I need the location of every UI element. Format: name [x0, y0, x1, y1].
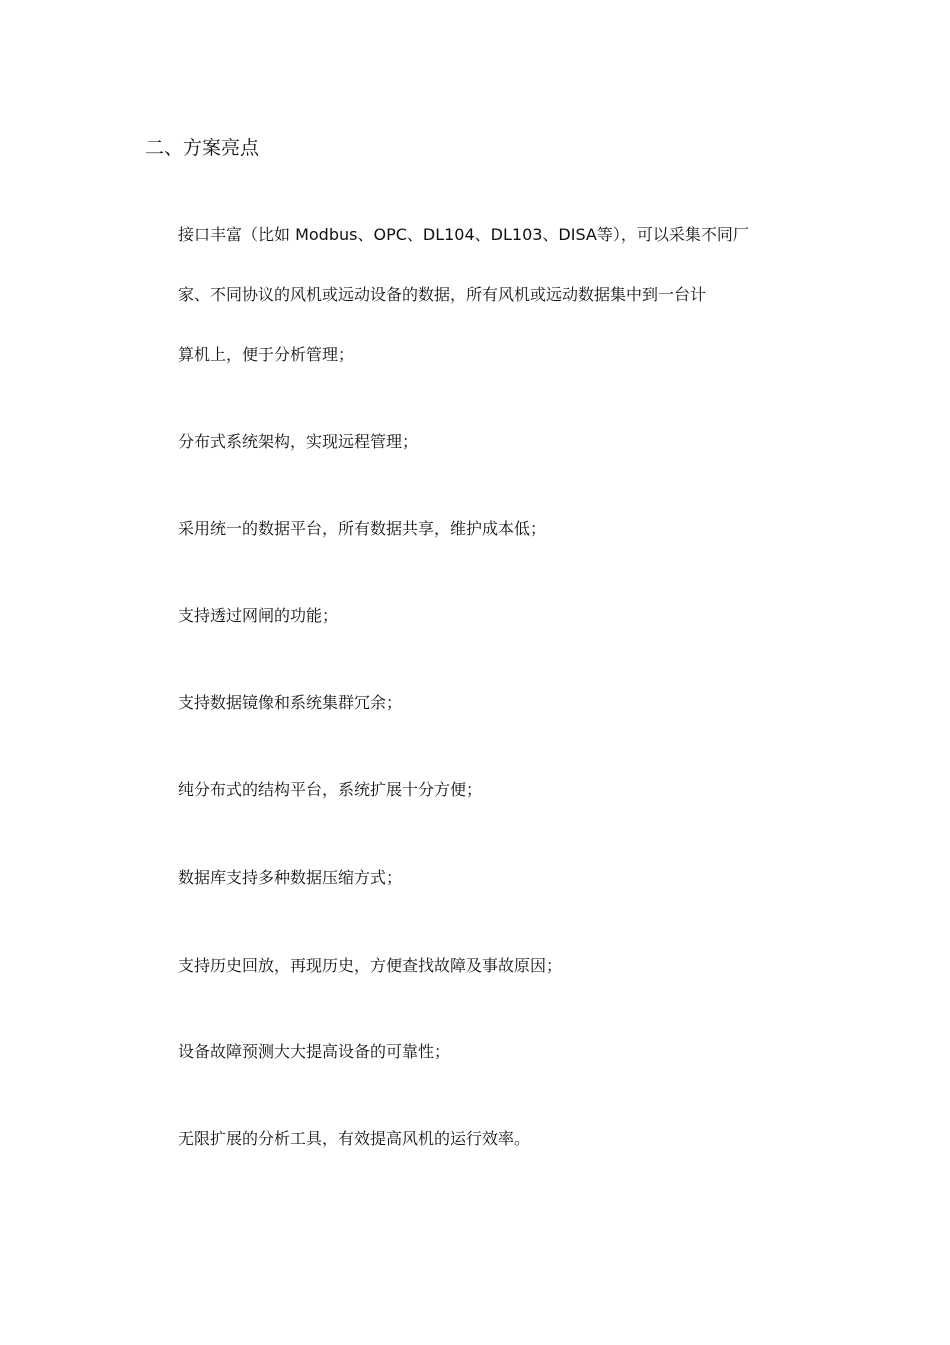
highlight-line: 支持数据镜像和系统集群冗余；	[178, 693, 403, 712]
highlight-line: 算机上，便于分析管理；	[178, 345, 355, 364]
highlight-item-interfaces	[178, 205, 818, 385]
highlight-item-scalability	[178, 760, 818, 820]
highlight-item-analysis-tools	[178, 1109, 818, 1169]
highlight-line: 数据库支持多种数据压缩方式；	[178, 868, 403, 887]
highlight-line: 支持透过网闸的功能；	[178, 606, 339, 625]
highlight-item-fault-prediction	[178, 1022, 818, 1082]
section-heading: 二、方案亮点	[145, 137, 260, 159]
highlight-item-gateway	[178, 586, 818, 646]
highlight-line: 设备故障预测大大提高设备的可靠性；	[178, 1042, 451, 1061]
highlight-item-mirroring	[178, 673, 818, 733]
highlight-item-compression	[178, 848, 818, 908]
highlight-line: 采用统一的数据平台，所有数据共享，维护成本低；	[178, 519, 547, 538]
highlight-line: 家、不同协议的风机或远动设备的数据，所有风机或远动数据集中到一台计	[178, 285, 707, 304]
highlight-item-unified-platform	[178, 499, 818, 559]
highlight-line: 接口丰富（比如 Modbus、OPC、DL104、DL103、DISA等），可以采集不同厂	[178, 225, 749, 244]
highlight-line: 支持历史回放，再现历史，方便查找故障及事故原因；	[178, 956, 563, 975]
highlight-item-history-playback	[178, 936, 818, 996]
highlight-line: 纯分布式的结构平台，系统扩展十分方便；	[178, 780, 483, 799]
highlight-line: 无限扩展的分析工具，有效提高风机的运行效率。	[178, 1129, 531, 1148]
highlight-line: 分布式系统架构，实现远程管理；	[178, 432, 419, 451]
highlight-item-distributed-architecture	[178, 412, 818, 472]
